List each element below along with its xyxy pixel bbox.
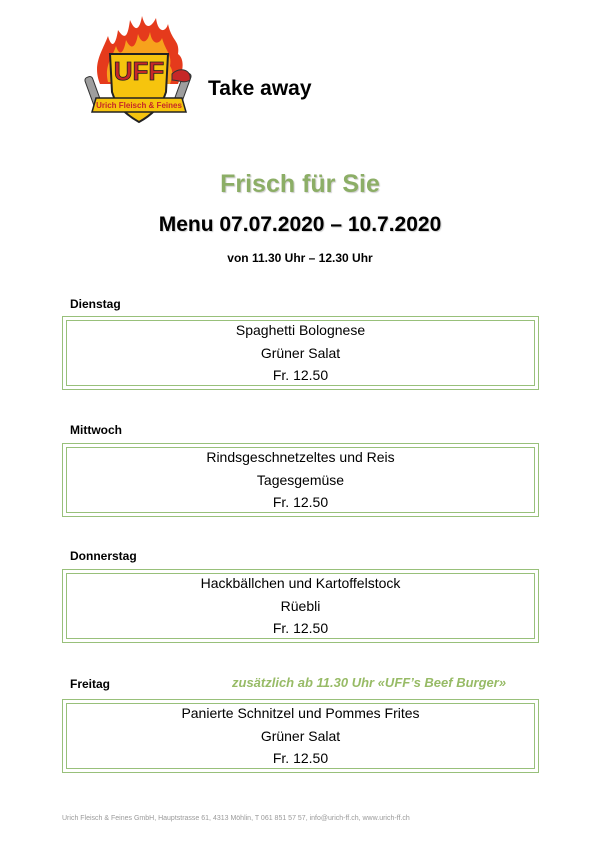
- menu-side-dish: Grüner Salat: [260, 344, 341, 361]
- menu-box-wednesday: [62, 443, 539, 517]
- day-label-tuesday: Dienstag: [70, 297, 121, 311]
- menu-box-inner: [66, 703, 535, 769]
- menu-main-dish: Spaghetti Bolognese: [235, 322, 366, 339]
- menu-price: Fr. 12.50: [272, 750, 329, 767]
- menu-box-friday: [62, 699, 539, 773]
- take-away-title: Take away: [208, 77, 312, 100]
- logo-mark-text: UFF: [113, 56, 165, 86]
- menu-main-dish: Hackbällchen und Kartoffelstock: [200, 575, 401, 592]
- company-footer: Urich Fleisch & Feines GmbH, Hauptstrasse 61, 4313 Möhlin, T 061 851 57 57, info@urich-ff.ch, www.urich-ff.ch: [62, 815, 410, 822]
- day-label-wednesday: Mittwoch: [70, 423, 122, 437]
- menu-box-inner: [66, 320, 535, 386]
- menu-box-inner: [66, 447, 535, 513]
- menu-dates: Menu 07.07.2020 – 10.7.2020: [158, 213, 442, 236]
- friday-special-note: zusätzlich ab 11.30 Uhr «UFF’s Beef Burger»: [232, 675, 507, 690]
- logo-ribbon-text: Urich Fleisch & Feines: [96, 101, 182, 110]
- menu-price: Fr. 12.50: [272, 494, 329, 511]
- menu-price: Fr. 12.50: [272, 367, 329, 384]
- menu-main-dish: Rindsgeschnetzeltes und Reis: [206, 449, 395, 466]
- menu-box-inner: [66, 573, 535, 639]
- page-title: Frisch für Sie: [220, 170, 380, 198]
- day-label-thursday: Donnerstag: [70, 549, 137, 563]
- menu-side-dish: Rüebli: [280, 597, 321, 614]
- menu-box-thursday: [62, 569, 539, 643]
- menu-price: Fr. 12.50: [272, 620, 329, 637]
- menu-main-dish: Panierte Schnitzel und Pommes Frites: [181, 705, 420, 722]
- menu-side-dish: Tagesgemüse: [256, 471, 345, 488]
- service-hours: von 11.30 Uhr – 12.30 Uhr: [227, 251, 373, 265]
- day-label-friday: Freitag: [70, 677, 111, 691]
- menu-box-tuesday: [62, 316, 539, 390]
- menu-side-dish: Grüner Salat: [260, 727, 341, 744]
- uff-logo-icon: [80, 14, 198, 132]
